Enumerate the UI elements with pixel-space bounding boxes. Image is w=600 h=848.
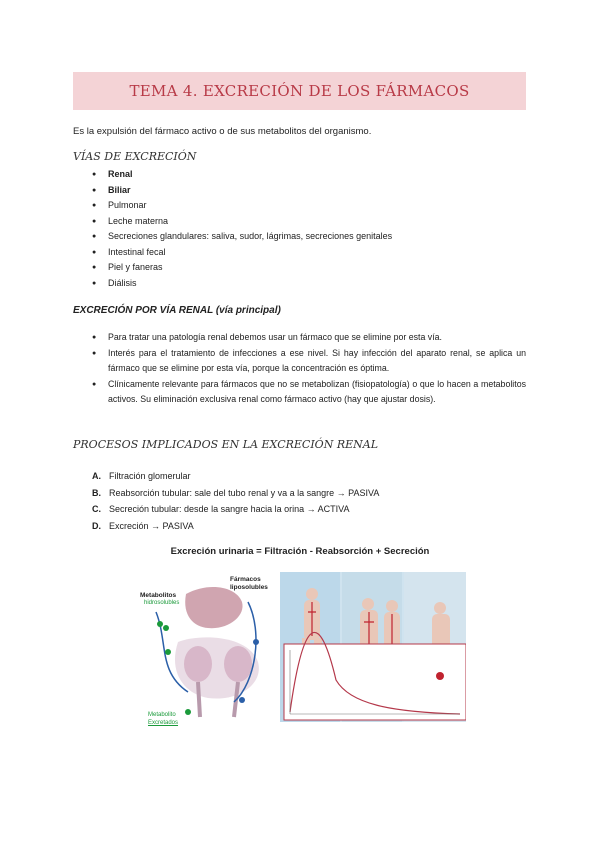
label-excretados: Excretados — [148, 720, 179, 726]
renal-heading-note: (vía principal) — [215, 305, 281, 316]
vias-list — [92, 167, 392, 291]
list-item: ● Diálisis — [92, 276, 392, 292]
list-item: ● Pulmonar — [92, 198, 392, 214]
list-item: ● Biliar — [92, 183, 392, 199]
list-item: ● Intestinal fecal — [92, 245, 392, 261]
procesos-heading: PROCESOS IMPLICADOS EN LA EXCRECIÓN RENAL — [73, 438, 379, 451]
kidney-liver-diagram — [138, 572, 278, 732]
list-item: ● Renal — [92, 167, 392, 183]
label-metabolito: Metabolito — [148, 712, 176, 718]
list-item: ● Piel y faneras — [92, 260, 392, 276]
list-item: ● Para tratar una patología renal debemos usar un fármaco que se elimine por esta vía. — [92, 330, 526, 346]
list-item: B. Reabsorción tubular: sale del tubo renal y va a la sangre → PASIVA — [92, 487, 380, 498]
procesos-list — [92, 468, 379, 534]
renal-heading-text: EXCRECIÓN POR VÍA RENAL — [73, 305, 214, 316]
label-farmacos: Fármacos — [230, 576, 261, 583]
list-item: ● Clínicamente relevante para fármacos que no se metabolizan (fisiopatología) o que lo hacen a metabolitos activos. Su eliminación exclusiva renal como fármaco activo (hay que ajustar dosis). — [92, 377, 526, 408]
excretion-panels-diagram — [280, 572, 466, 732]
title-banner — [73, 72, 526, 110]
list-item: ● Secreciones glandulares: saliva, sudor, lágrimas, secreciones genitales — [92, 229, 392, 245]
list-item: ● Interés para el tratamiento de infecciones a ese nivel. Si hay infección del aparato renal, se aplica un fármaco que se elimine por esta vía, porque la concentración es óptima. — [92, 346, 526, 377]
list-item: D. Excreción → PASIVA — [92, 520, 194, 531]
list-item: ● Leche materna — [92, 214, 392, 230]
formula-text: Excreción urinaria = Filtración - Reabsorción + Secreción — [170, 546, 430, 557]
list-item: C. Secreción tubular: desde la sangre hacia la orina → ACTIVA — [92, 504, 350, 514]
page-title: TEMA 4. EXCRECIÓN DE LOS FÁRMACOS — [129, 82, 470, 100]
excretion-panels-svg — [280, 572, 466, 722]
intro-text: Es la expulsión del fármaco activo o de sus metabolitos del organismo. — [73, 126, 372, 137]
list-item: A. Filtración glomerular — [92, 471, 191, 481]
vias-heading: VÍAS DE EXCRECIÓN — [73, 150, 197, 163]
label-liposolubles: liposolubles — [230, 584, 268, 591]
label-metabolitos: Metabolitos — [140, 592, 177, 599]
renal-points — [92, 330, 526, 408]
label-hidrosolubles: hidrosolubles — [144, 600, 180, 606]
renal-heading — [73, 305, 281, 316]
